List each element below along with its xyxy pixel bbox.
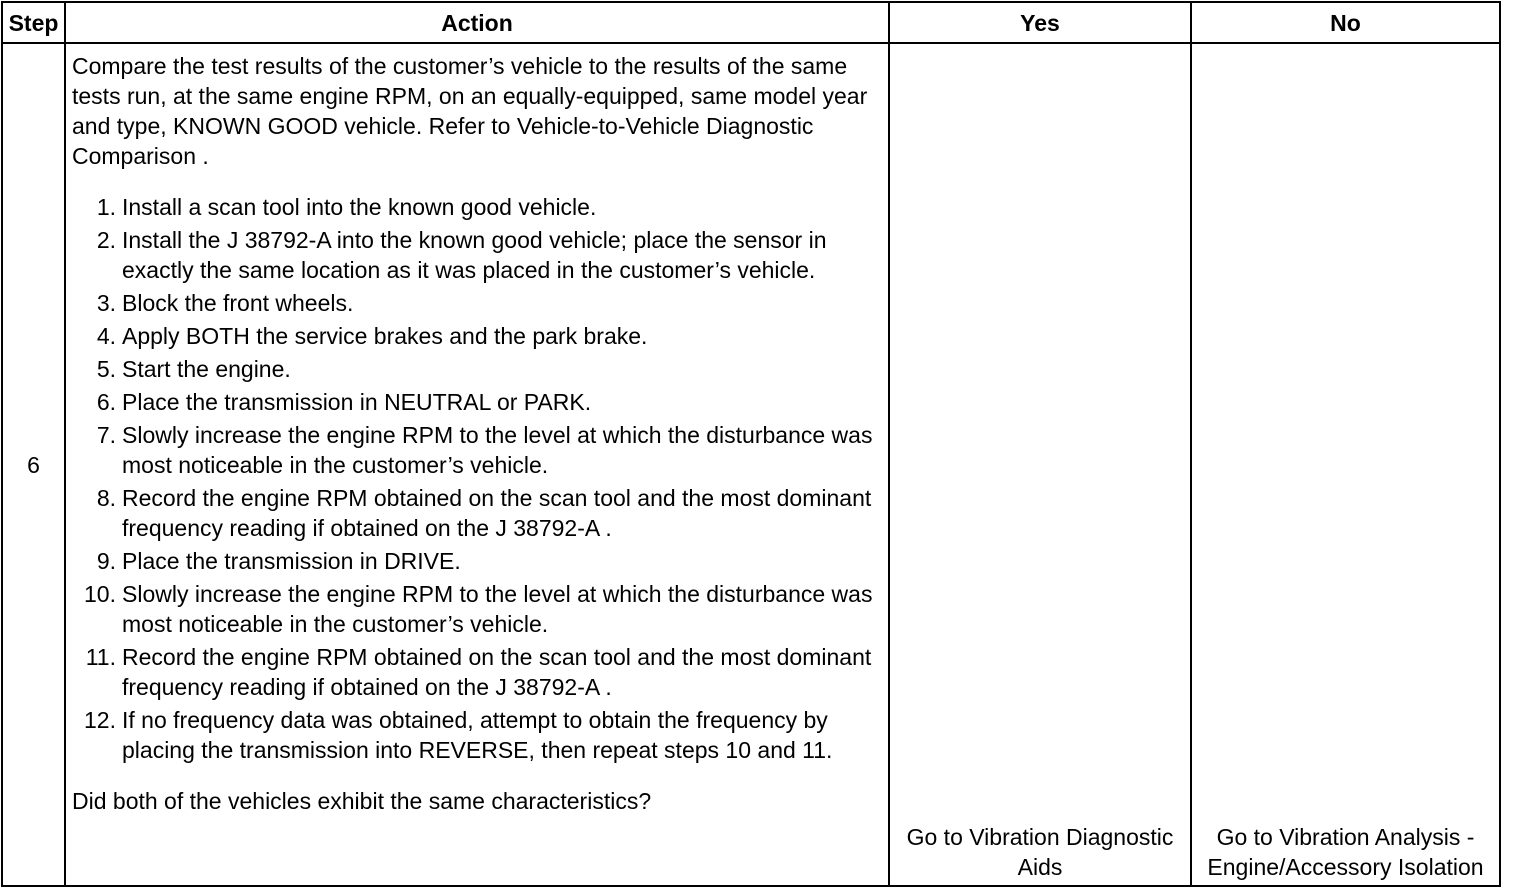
step-index: 6.	[96, 389, 116, 415]
table-row	[2, 43, 1500, 886]
step-index: 12.	[84, 707, 116, 733]
step-index: 8.	[96, 485, 116, 511]
action-cell	[65, 43, 889, 886]
step-index: 1.	[96, 194, 116, 220]
step-index: 3.	[96, 290, 116, 316]
procedure-step	[72, 288, 882, 318]
step-text: Slowly increase the engine RPM to the level at which the disturbance was most noticeable in the customer’s vehicle.	[122, 422, 873, 478]
step-index: 4.	[96, 323, 116, 349]
procedure-step	[72, 546, 882, 576]
no-result-link[interactable]: Go to Vibration Analysis - Engine/Accessory Isolation	[1191, 43, 1500, 886]
header-action: Action	[65, 2, 889, 43]
step-text: Slowly increase the engine RPM to the level at which the disturbance was most noticeable in the customer’s vehicle.	[122, 581, 873, 637]
yes-result-link[interactable]: Go to Vibration Diagnostic Aids	[889, 43, 1191, 886]
step-text: Install the J 38792-A into the known good vehicle; place the sensor in exactly the same location as it was placed in the customer’s vehicle.	[122, 227, 827, 283]
step-text: Place the transmission in DRIVE.	[122, 548, 461, 574]
procedure-step	[72, 354, 882, 384]
procedure-step	[72, 420, 882, 480]
header-yes: Yes	[889, 2, 1191, 43]
procedure-step	[72, 705, 882, 765]
step-index: 5.	[96, 356, 116, 382]
step-index: 9.	[96, 548, 116, 574]
procedure-step	[72, 579, 882, 639]
step-text: If no frequency data was obtained, attempt to obtain the frequency by placing the transmission into REVERSE, then repeat steps 10 and 11.	[122, 707, 833, 763]
step-index: 7.	[96, 422, 116, 448]
procedure-step	[72, 192, 882, 222]
action-question: Did both of the vehicles exhibit the same characteristics?	[72, 788, 652, 814]
procedure-step	[72, 387, 882, 417]
procedure-step	[72, 642, 882, 702]
step-index: 11.	[85, 644, 116, 670]
step-text: Record the engine RPM obtained on the scan tool and the most dominant frequency reading if obtained on the J 38792-A .	[122, 485, 872, 541]
header-no: No	[1191, 2, 1500, 43]
procedure-step	[72, 483, 882, 543]
step-text: Block the front wheels.	[122, 290, 354, 316]
step-number: 6	[2, 43, 65, 886]
step-index: 2.	[96, 227, 116, 253]
header-step: Step	[2, 2, 65, 43]
step-text: Place the transmission in NEUTRAL or PARK.	[122, 389, 592, 415]
procedure-step	[72, 225, 882, 285]
procedure-step	[72, 321, 882, 351]
step-index: 10.	[84, 581, 116, 607]
action-intro: Compare the test results of the customer’s vehicle to the results of the same tests run, at the same engine RPM, on an equally-equipped, same model year and type, KNOWN GOOD vehicle. Refer to Vehicle-to-Vehicle Diagnostic Comparison .	[72, 53, 868, 169]
procedure-steps-list	[72, 192, 882, 765]
step-text: Install a scan tool into the known good vehicle.	[122, 194, 597, 220]
step-text: Record the engine RPM obtained on the scan tool and the most dominant frequency reading if obtained on the J 38792-A .	[122, 644, 872, 700]
step-text: Start the engine.	[122, 356, 291, 382]
header-row	[2, 2, 1500, 43]
diagnostic-table	[1, 1, 1501, 887]
step-text: Apply BOTH the service brakes and the park brake.	[122, 323, 648, 349]
